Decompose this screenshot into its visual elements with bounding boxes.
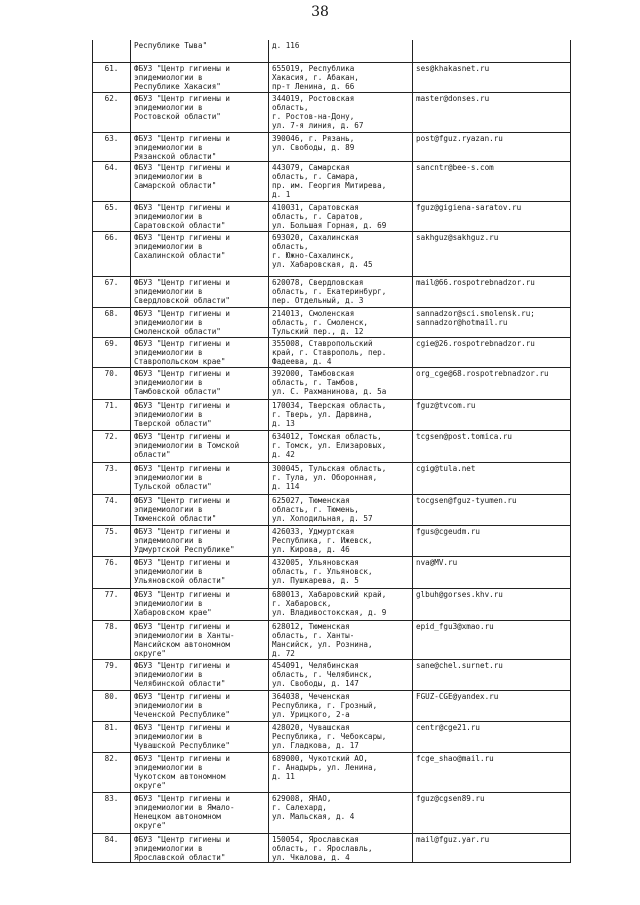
email-address: org_cge@68.rospotrebnadzor.ru [413, 367, 571, 399]
postal-address: 655019, Республика Хакасия, г. Абакан, пр-т Ленина, д. 66 [269, 62, 413, 92]
row-number: 71. [93, 399, 131, 430]
organization-name: ФБУЗ "Центр гигиены и эпидемиологии в Тверской области" [131, 399, 269, 430]
row-number: 63. [93, 132, 131, 161]
table-row [93, 92, 571, 132]
email-address [413, 40, 571, 62]
organization-name: ФБУЗ "Центр гигиены и эпидемиологии в Ямало- Ненецком автономном округе" [131, 792, 269, 833]
postal-address: 628012, Тюменская область, г. Ханты- Мансийск, ул. Рознина, д. 72 [269, 620, 413, 659]
table-row [93, 62, 571, 92]
row-number [93, 40, 131, 62]
organization-name: ФБУЗ "Центр гигиены и эпидемиологии в Свердловской области" [131, 276, 269, 307]
organization-name: ФБУЗ "Центр гигиены и эпидемиологии в Смоленской области" [131, 307, 269, 337]
email-address: fguz@tvcom.ru [413, 399, 571, 430]
postal-address: 634012, Томская область, г. Томск, ул. Елизаровых, д. 42 [269, 430, 413, 462]
row-number: 82. [93, 752, 131, 792]
row-number: 67. [93, 276, 131, 307]
organization-name: ФБУЗ "Центр гигиены и эпидемиологии в Чувашской Республике" [131, 721, 269, 752]
registry-table-body [93, 40, 571, 862]
table-row [93, 367, 571, 399]
postal-address: 428020, Чувашская Республика, г. Чебоксары, ул. Гладкова, д. 17 [269, 721, 413, 752]
email-address: master@donses.ru [413, 92, 571, 132]
postal-address: 150054, Ярославская область, г. Ярославль, ул. Чкалова, д. 4 [269, 833, 413, 862]
registry-table [92, 40, 571, 863]
organization-name: ФБУЗ "Центр гигиены и эпидемиологии в Саратовской области" [131, 201, 269, 231]
table-row [93, 399, 571, 430]
postal-address: 689000, Чукотский АО, г. Анадырь, ул. Ленина, д. 11 [269, 752, 413, 792]
table-row [93, 462, 571, 494]
organization-name: ФБУЗ "Центр гигиены и эпидемиологии в Ростовской области" [131, 92, 269, 132]
row-number: 61. [93, 62, 131, 92]
email-address: sakhguz@sakhguz.ru [413, 231, 571, 276]
row-number: 72. [93, 430, 131, 462]
row-number: 79. [93, 659, 131, 690]
postal-address: 426033, Удмуртская Республика, г. Ижевск, ул. Кирова, д. 46 [269, 525, 413, 556]
postal-address: 629008, ЯНАО, г. Салехард, ул. Мальская, д. 4 [269, 792, 413, 833]
row-number: 73. [93, 462, 131, 494]
email-address: ses@khakasnet.ru [413, 62, 571, 92]
table-row [93, 307, 571, 337]
table-row [93, 752, 571, 792]
organization-name: ФБУЗ "Центр гигиены и эпидемиологии в Самарской области" [131, 161, 269, 201]
table-row [93, 792, 571, 833]
row-number: 66. [93, 231, 131, 276]
row-number: 64. [93, 161, 131, 201]
postal-address: 625027, Тюменская область, г. Тюмень, ул. Холодильная, д. 57 [269, 494, 413, 525]
postal-address: 355008, Ставропольский край, г. Ставрополь, пер. Фадеева, д. 4 [269, 337, 413, 367]
table-row [93, 620, 571, 659]
table-row [93, 588, 571, 620]
email-address: tcgsen@post.tomica.ru [413, 430, 571, 462]
organization-name: ФБУЗ "Центр гигиены и эпидемиологии в Ставропольском крае" [131, 337, 269, 367]
organization-name: ФБУЗ "Центр гигиены и эпидемиологии в Республике Хакасия" [131, 62, 269, 92]
row-number: 76. [93, 556, 131, 588]
postal-address: 344019, Ростовская область, г. Ростов-на-Дону, ул. 7-я линия, д. 67 [269, 92, 413, 132]
email-address: glbuh@gorses.khv.ru [413, 588, 571, 620]
row-number: 81. [93, 721, 131, 752]
postal-address: 364038, Чеченская Республика, г. Грозный, ул. Урицкого, 2-а [269, 690, 413, 721]
email-address: nva@MV.ru [413, 556, 571, 588]
table-row [93, 721, 571, 752]
row-number: 83. [93, 792, 131, 833]
organization-name: ФБУЗ "Центр гигиены и эпидемиологии в Тульской области" [131, 462, 269, 494]
organization-name: ФБУЗ "Центр гигиены и эпидемиологии в Чукотском автономном округе" [131, 752, 269, 792]
postal-address: 680013, Хабаровский край, г. Хабаровск, ул. Владивостокская, д. 9 [269, 588, 413, 620]
organization-name: ФБУЗ "Центр гигиены и эпидемиологии в Тюменской области" [131, 494, 269, 525]
table-row [93, 494, 571, 525]
postal-address: 170034, Тверская область, г. Тверь, ул. Дарвина, д. 13 [269, 399, 413, 430]
email-address: fcge_shao@mail.ru [413, 752, 571, 792]
organization-name: ФБУЗ "Центр гигиены и эпидемиологии в Чеченской Республике" [131, 690, 269, 721]
organization-name: ФБУЗ "Центр гигиены и эпидемиологии в Ярославской области" [131, 833, 269, 862]
row-number: 80. [93, 690, 131, 721]
organization-name: ФБУЗ "Центр гигиены и эпидемиологии в Рязанской области" [131, 132, 269, 161]
organization-name: ФБУЗ "Центр гигиены и эпидемиологии в Челябинской области" [131, 659, 269, 690]
organization-name: ФБУЗ "Центр гигиены и эпидемиологии в Сахалинской области" [131, 231, 269, 276]
email-address: fguz@gigiena-saratov.ru [413, 201, 571, 231]
row-number: 65. [93, 201, 131, 231]
table-row [93, 659, 571, 690]
email-address: mail@fguz.yar.ru [413, 833, 571, 862]
email-address: FGUZ-CGE@yandex.ru [413, 690, 571, 721]
email-address: tocgsen@fguz-tyumen.ru [413, 494, 571, 525]
row-number: 75. [93, 525, 131, 556]
table-row [93, 833, 571, 862]
postal-address: 432005, Ульяновская область, г. Ульяновск, ул. Пушкарева, д. 5 [269, 556, 413, 588]
organization-name: ФБУЗ "Центр гигиены и эпидемиологии в Ульяновской области" [131, 556, 269, 588]
postal-address: 390046, г. Рязань, ул. Свободы, д. 89 [269, 132, 413, 161]
row-number: 84. [93, 833, 131, 862]
email-address: sane@chel.surnet.ru [413, 659, 571, 690]
table-row [93, 201, 571, 231]
row-number: 70. [93, 367, 131, 399]
postal-address: 693020, Сахалинская область, г. Южно-Сахалинск, ул. Хабаровская, д. 45 [269, 231, 413, 276]
table-row [93, 690, 571, 721]
table-row [93, 161, 571, 201]
table-row [93, 40, 571, 62]
organization-name: ФБУЗ "Центр гигиены и эпидемиологии в Томской области" [131, 430, 269, 462]
table-row [93, 556, 571, 588]
row-number: 77. [93, 588, 131, 620]
email-address: centr@cge21.ru [413, 721, 571, 752]
email-address: post@fguz.ryazan.ru [413, 132, 571, 161]
email-address: cgie@26.rospotrebnadzor.ru [413, 337, 571, 367]
email-address: mail@66.rospotrebnadzor.ru [413, 276, 571, 307]
email-address: fguz@cgsen89.ru [413, 792, 571, 833]
table-row [93, 337, 571, 367]
table-row [93, 276, 571, 307]
row-number: 74. [93, 494, 131, 525]
row-number: 78. [93, 620, 131, 659]
postal-address: 214013, Смоленская область, г. Смоленск, Тульский пер., д. 12 [269, 307, 413, 337]
table-row [93, 430, 571, 462]
row-number: 62. [93, 92, 131, 132]
postal-address: 300045, Тульская область, г. Тула, ул. Оборонная, д. 114 [269, 462, 413, 494]
organization-name: ФБУЗ "Центр гигиены и эпидемиологии в Ханты- Мансийском автономном округе" [131, 620, 269, 659]
postal-address: 410031, Саратовская область, г. Саратов, ул. Большая Горная, д. 69 [269, 201, 413, 231]
organization-name: ФБУЗ "Центр гигиены и эпидемиологии в Удмуртской Республике" [131, 525, 269, 556]
email-address: sannadzor@sci.smolensk.ru; sannadzor@hotmail.ru [413, 307, 571, 337]
organization-name: ФБУЗ "Центр гигиены и эпидемиологии в Хабаровском крае" [131, 588, 269, 620]
email-address: cgig@tula.net [413, 462, 571, 494]
postal-address: 620078, Свердловская область, г. Екатеринбург, пер. Отдельный, д. 3 [269, 276, 413, 307]
table-row [93, 525, 571, 556]
postal-address: д. 116 [269, 40, 413, 62]
organization-name: ФБУЗ "Центр гигиены и эпидемиологии в Тамбовской области" [131, 367, 269, 399]
email-address: epid_fgu3@xmao.ru [413, 620, 571, 659]
postal-address: 392000, Тамбовская область, г. Тамбов, ул. С. Рахманинова, д. 5а [269, 367, 413, 399]
organization-name: Республике Тыва" [131, 40, 269, 62]
table-row [93, 231, 571, 276]
postal-address: 454091, Челябинская область, г. Челябинск, ул. Свободы, д. 147 [269, 659, 413, 690]
row-number: 68. [93, 307, 131, 337]
page-number: 38 [311, 4, 329, 20]
email-address: fgus@cgeudm.ru [413, 525, 571, 556]
postal-address: 443079, Самарская область, г. Самара, пр. им. Георгия Митирева, д. 1 [269, 161, 413, 201]
row-number: 69. [93, 337, 131, 367]
email-address: sancntr@bee-s.com [413, 161, 571, 201]
table-row [93, 132, 571, 161]
